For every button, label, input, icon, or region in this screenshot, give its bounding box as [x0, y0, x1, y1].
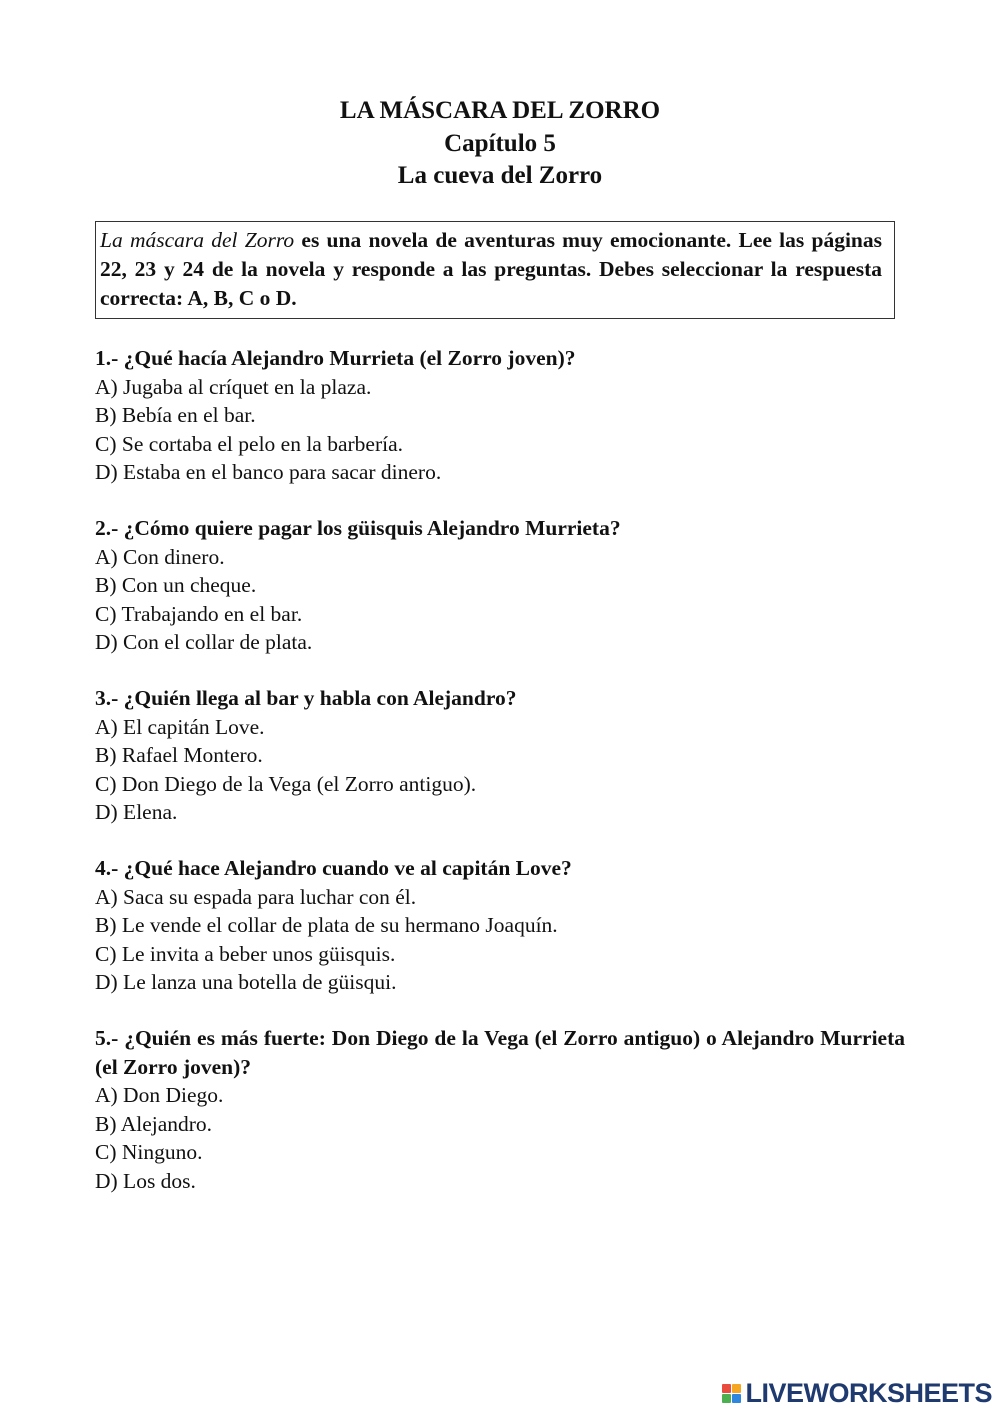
- option-d[interactable]: D) Estaba en el banco para sacar dinero.: [95, 460, 442, 484]
- option-b[interactable]: B) Rafael Montero.: [95, 743, 263, 767]
- option-a[interactable]: A) Don Diego.: [95, 1083, 224, 1107]
- option-a[interactable]: A) Saca su espada para luchar con él.: [95, 884, 417, 909]
- option-b[interactable]: B) Alejandro.: [95, 1111, 213, 1136]
- question-3: [95, 684, 905, 827]
- chapter-title: La cueva del Zorro: [397, 162, 603, 189]
- option-a[interactable]: A) El capitán Love.: [95, 714, 265, 739]
- option-b[interactable]: B) Le vende el collar de plata de su hermano Joaquín.: [95, 913, 558, 937]
- book-title: La máscara del Zorro: [100, 228, 295, 252]
- question-text: 5.- ¿Quién es más fuerte: Don Diego de la Vega (el Zorro antiguo) o Alejandro Murrieta (el Zorro joven)?: [95, 1026, 905, 1079]
- logo-square-green: [722, 1394, 731, 1403]
- chapter-number: Capítulo 5: [444, 130, 556, 157]
- question-2: [95, 514, 905, 657]
- logo-square-blue: [732, 1394, 741, 1403]
- option-d[interactable]: D) Elena.: [95, 800, 178, 824]
- option-d[interactable]: D) Los dos.: [95, 1168, 196, 1193]
- option-c[interactable]: C) Trabajando en el bar.: [95, 601, 303, 626]
- option-a[interactable]: A) Con dinero.: [95, 544, 225, 569]
- option-c[interactable]: C) Le invita a beber unos güisquis.: [95, 941, 396, 966]
- instructions-text: es una novela de aventuras muy emocionante. Lee las páginas 22, 23 y 24 de la novela y responde a las preguntas. Debes seleccionar la respuesta correcta: A, B, C o D.: [100, 228, 882, 310]
- question-text: 2.- ¿Cómo quiere pagar los güisquis Alejandro Murrieta?: [95, 516, 621, 540]
- option-d[interactable]: D) Con el collar de plata.: [95, 630, 313, 654]
- logo-square-orange: [732, 1384, 741, 1393]
- option-d[interactable]: D) Le lanza una botella de güisqui.: [95, 970, 397, 994]
- worksheet-title: LA MÁSCARA DEL ZORRO: [339, 97, 661, 124]
- option-b[interactable]: B) Con un cheque.: [95, 573, 257, 597]
- liveworksheets-logo-icon: [722, 1384, 741, 1403]
- logo-square-red: [722, 1384, 731, 1393]
- question-text: 4.- ¿Qué hace Alejandro cuando ve al capitán Love?: [95, 856, 572, 880]
- option-a[interactable]: A) Jugaba al críquet en la plaza.: [95, 374, 372, 399]
- question-text: 3.- ¿Quién llega al bar y habla con Alejandro?: [95, 686, 517, 710]
- option-c[interactable]: C) Don Diego de la Vega (el Zorro antiguo).: [95, 771, 477, 796]
- instructions-box: [95, 221, 895, 319]
- liveworksheets-logo[interactable]: [722, 1378, 992, 1408]
- liveworksheets-brand: LIVEWORKSHEETS: [745, 1377, 992, 1408]
- option-c[interactable]: C) Ninguno.: [95, 1140, 203, 1164]
- question-4: [95, 854, 905, 997]
- question-text: 1.- ¿Qué hacía Alejandro Murrieta (el Zorro joven)?: [95, 346, 576, 370]
- option-c[interactable]: C) Se cortaba el pelo en la barbería.: [95, 431, 404, 456]
- question-5: [95, 1024, 905, 1195]
- option-b[interactable]: B) Bebía en el bar.: [95, 403, 256, 427]
- question-1: [95, 344, 905, 487]
